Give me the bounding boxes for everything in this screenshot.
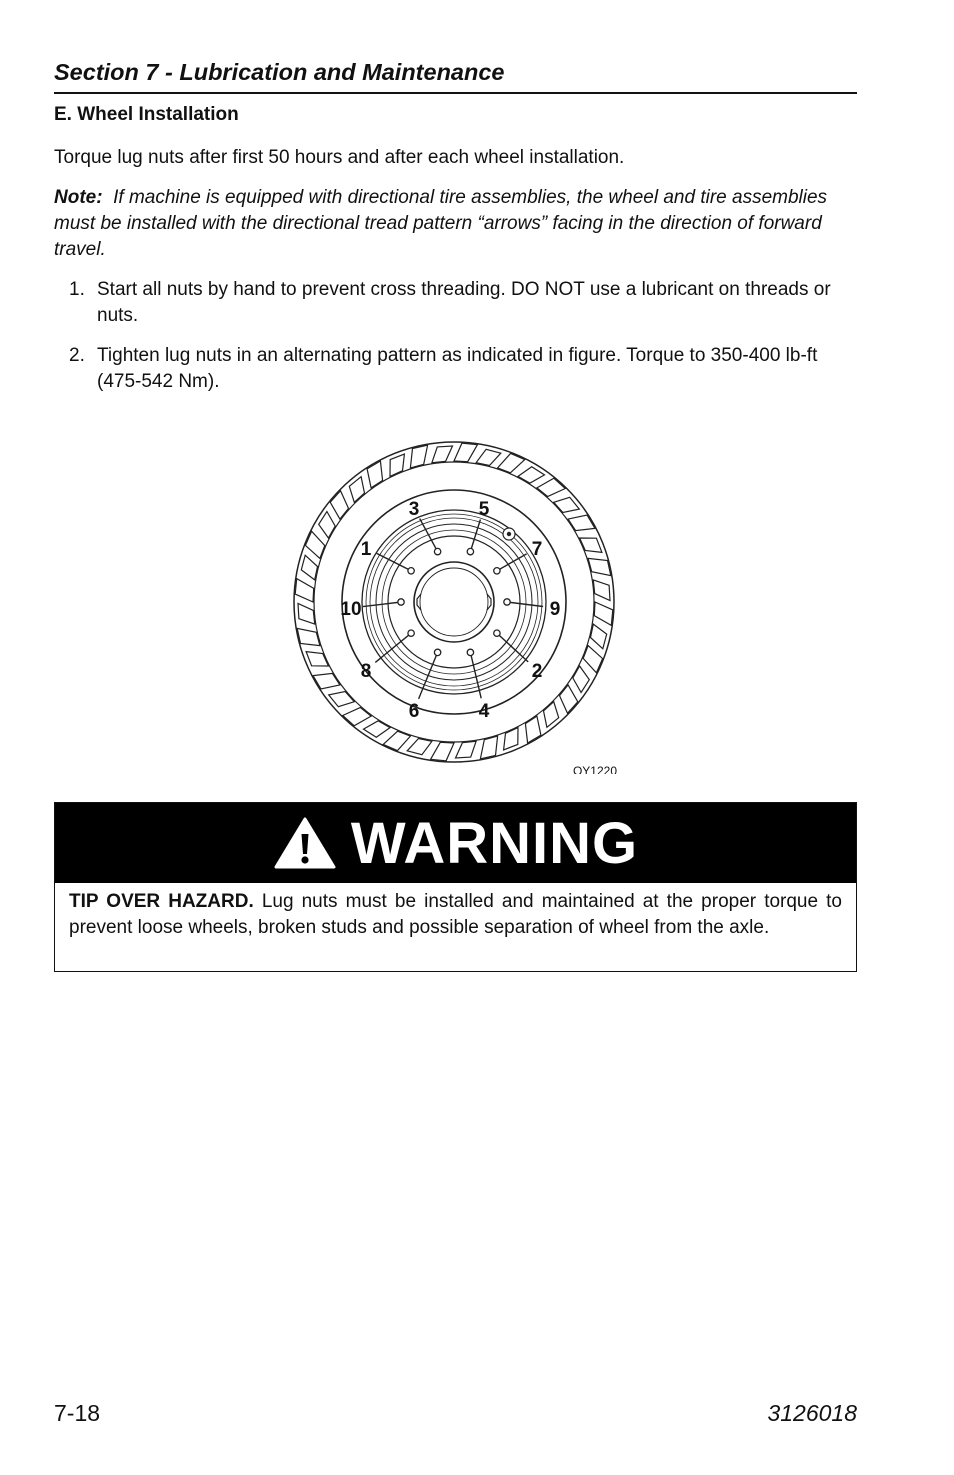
tread-block	[306, 652, 328, 666]
lug-nut	[434, 548, 440, 554]
tread-block	[525, 716, 541, 743]
step-text: Start all nuts by hand to prevent cross threading. DO NOT use a lubricant on threads or nuts.	[97, 279, 831, 326]
tread-block	[367, 461, 383, 488]
tread-block	[390, 454, 404, 476]
tread-block	[431, 742, 454, 761]
tread-block	[456, 741, 477, 758]
valve-stem	[503, 528, 515, 540]
wheel-figure	[291, 434, 621, 774]
tread-block	[295, 579, 314, 602]
warning-triangle-icon	[273, 816, 337, 870]
hazard-text: Lug nuts must be installed and maintained at the proper torque to prevent loose wheels, broken studs and possible separation of wheel from the axle.	[69, 891, 842, 938]
tread-block	[329, 692, 355, 707]
lug-nut	[494, 568, 500, 574]
tread-block	[554, 497, 580, 512]
warning-text	[55, 883, 856, 941]
wheel-diagram	[291, 434, 621, 774]
section-title: Section 7 - Lubrication and Maintenance	[54, 58, 857, 94]
tread-block	[580, 538, 602, 552]
lug-nut	[398, 599, 404, 605]
tread-block	[313, 673, 340, 689]
document-number: 3126018	[767, 1400, 857, 1426]
tread-block	[518, 467, 545, 484]
figure-code: OY1220	[572, 764, 617, 774]
tread-block	[343, 708, 371, 726]
list-item	[54, 343, 857, 395]
hub	[414, 562, 494, 642]
nut-label: 7	[531, 539, 543, 560]
tread-block	[560, 685, 578, 713]
nut-label: 4	[478, 701, 490, 722]
nut-label: 8	[360, 661, 372, 682]
lug-nut	[408, 568, 414, 574]
nut-label: 5	[478, 499, 490, 520]
subheading: E. Wheel Installation	[54, 104, 239, 125]
nut-label: 2	[531, 661, 543, 682]
tread-block	[476, 449, 501, 465]
tread-block	[591, 624, 607, 649]
tread-block	[537, 478, 565, 496]
tread-block	[432, 446, 453, 463]
tread-block	[407, 739, 432, 755]
note-text: If machine is equipped with directional tire assemblies, the wheel and tire assemblies must be installed with the directional tread pattern “arrows” facing in the direction of forward travel.	[54, 187, 828, 260]
lug-nut	[467, 649, 473, 655]
tread-block	[349, 477, 364, 503]
warning-title: WARNING	[350, 810, 639, 876]
lug-nut	[408, 630, 414, 636]
step-number: 2.	[69, 345, 85, 366]
warning-box	[54, 802, 857, 972]
tread-block	[544, 702, 559, 728]
step-number: 1.	[69, 279, 85, 300]
tread-block	[298, 604, 315, 625]
tread-block	[504, 728, 518, 750]
nut-label: 10	[340, 599, 362, 620]
nut-label: 3	[408, 499, 420, 520]
manual-page	[54, 0, 857, 1475]
nut-label: 1	[360, 539, 372, 560]
lug-nut	[467, 548, 473, 554]
nut-label: 6	[408, 701, 420, 722]
step-text: Tighten lug nuts in an alternating pattern as indicated in figure. Torque to 350-400 lb-ft (475-542 Nm).	[97, 345, 818, 392]
lug-nut	[434, 649, 440, 655]
lug-nut	[504, 599, 510, 605]
step-list	[54, 277, 857, 409]
note-paragraph	[54, 185, 857, 263]
tread-block	[568, 515, 595, 531]
nut-label: 9	[549, 599, 561, 620]
tread-block	[301, 555, 317, 580]
tread-block	[319, 512, 336, 539]
tread-block	[573, 666, 590, 693]
list-item	[54, 277, 857, 329]
intro-paragraph: Torque lug nuts after first 50 hours and after each wheel installation.	[54, 147, 625, 168]
tread-block	[364, 721, 391, 738]
page-number: 7-18	[54, 1400, 101, 1426]
warning-header	[55, 803, 856, 883]
hazard-label: TIP OVER HAZARD.	[69, 891, 254, 912]
tread-block	[454, 443, 477, 462]
tread-block	[593, 580, 610, 601]
note-label: Note:	[54, 187, 103, 208]
tread-block	[594, 602, 613, 625]
lug-nut	[494, 630, 500, 636]
tread-block	[330, 491, 348, 519]
